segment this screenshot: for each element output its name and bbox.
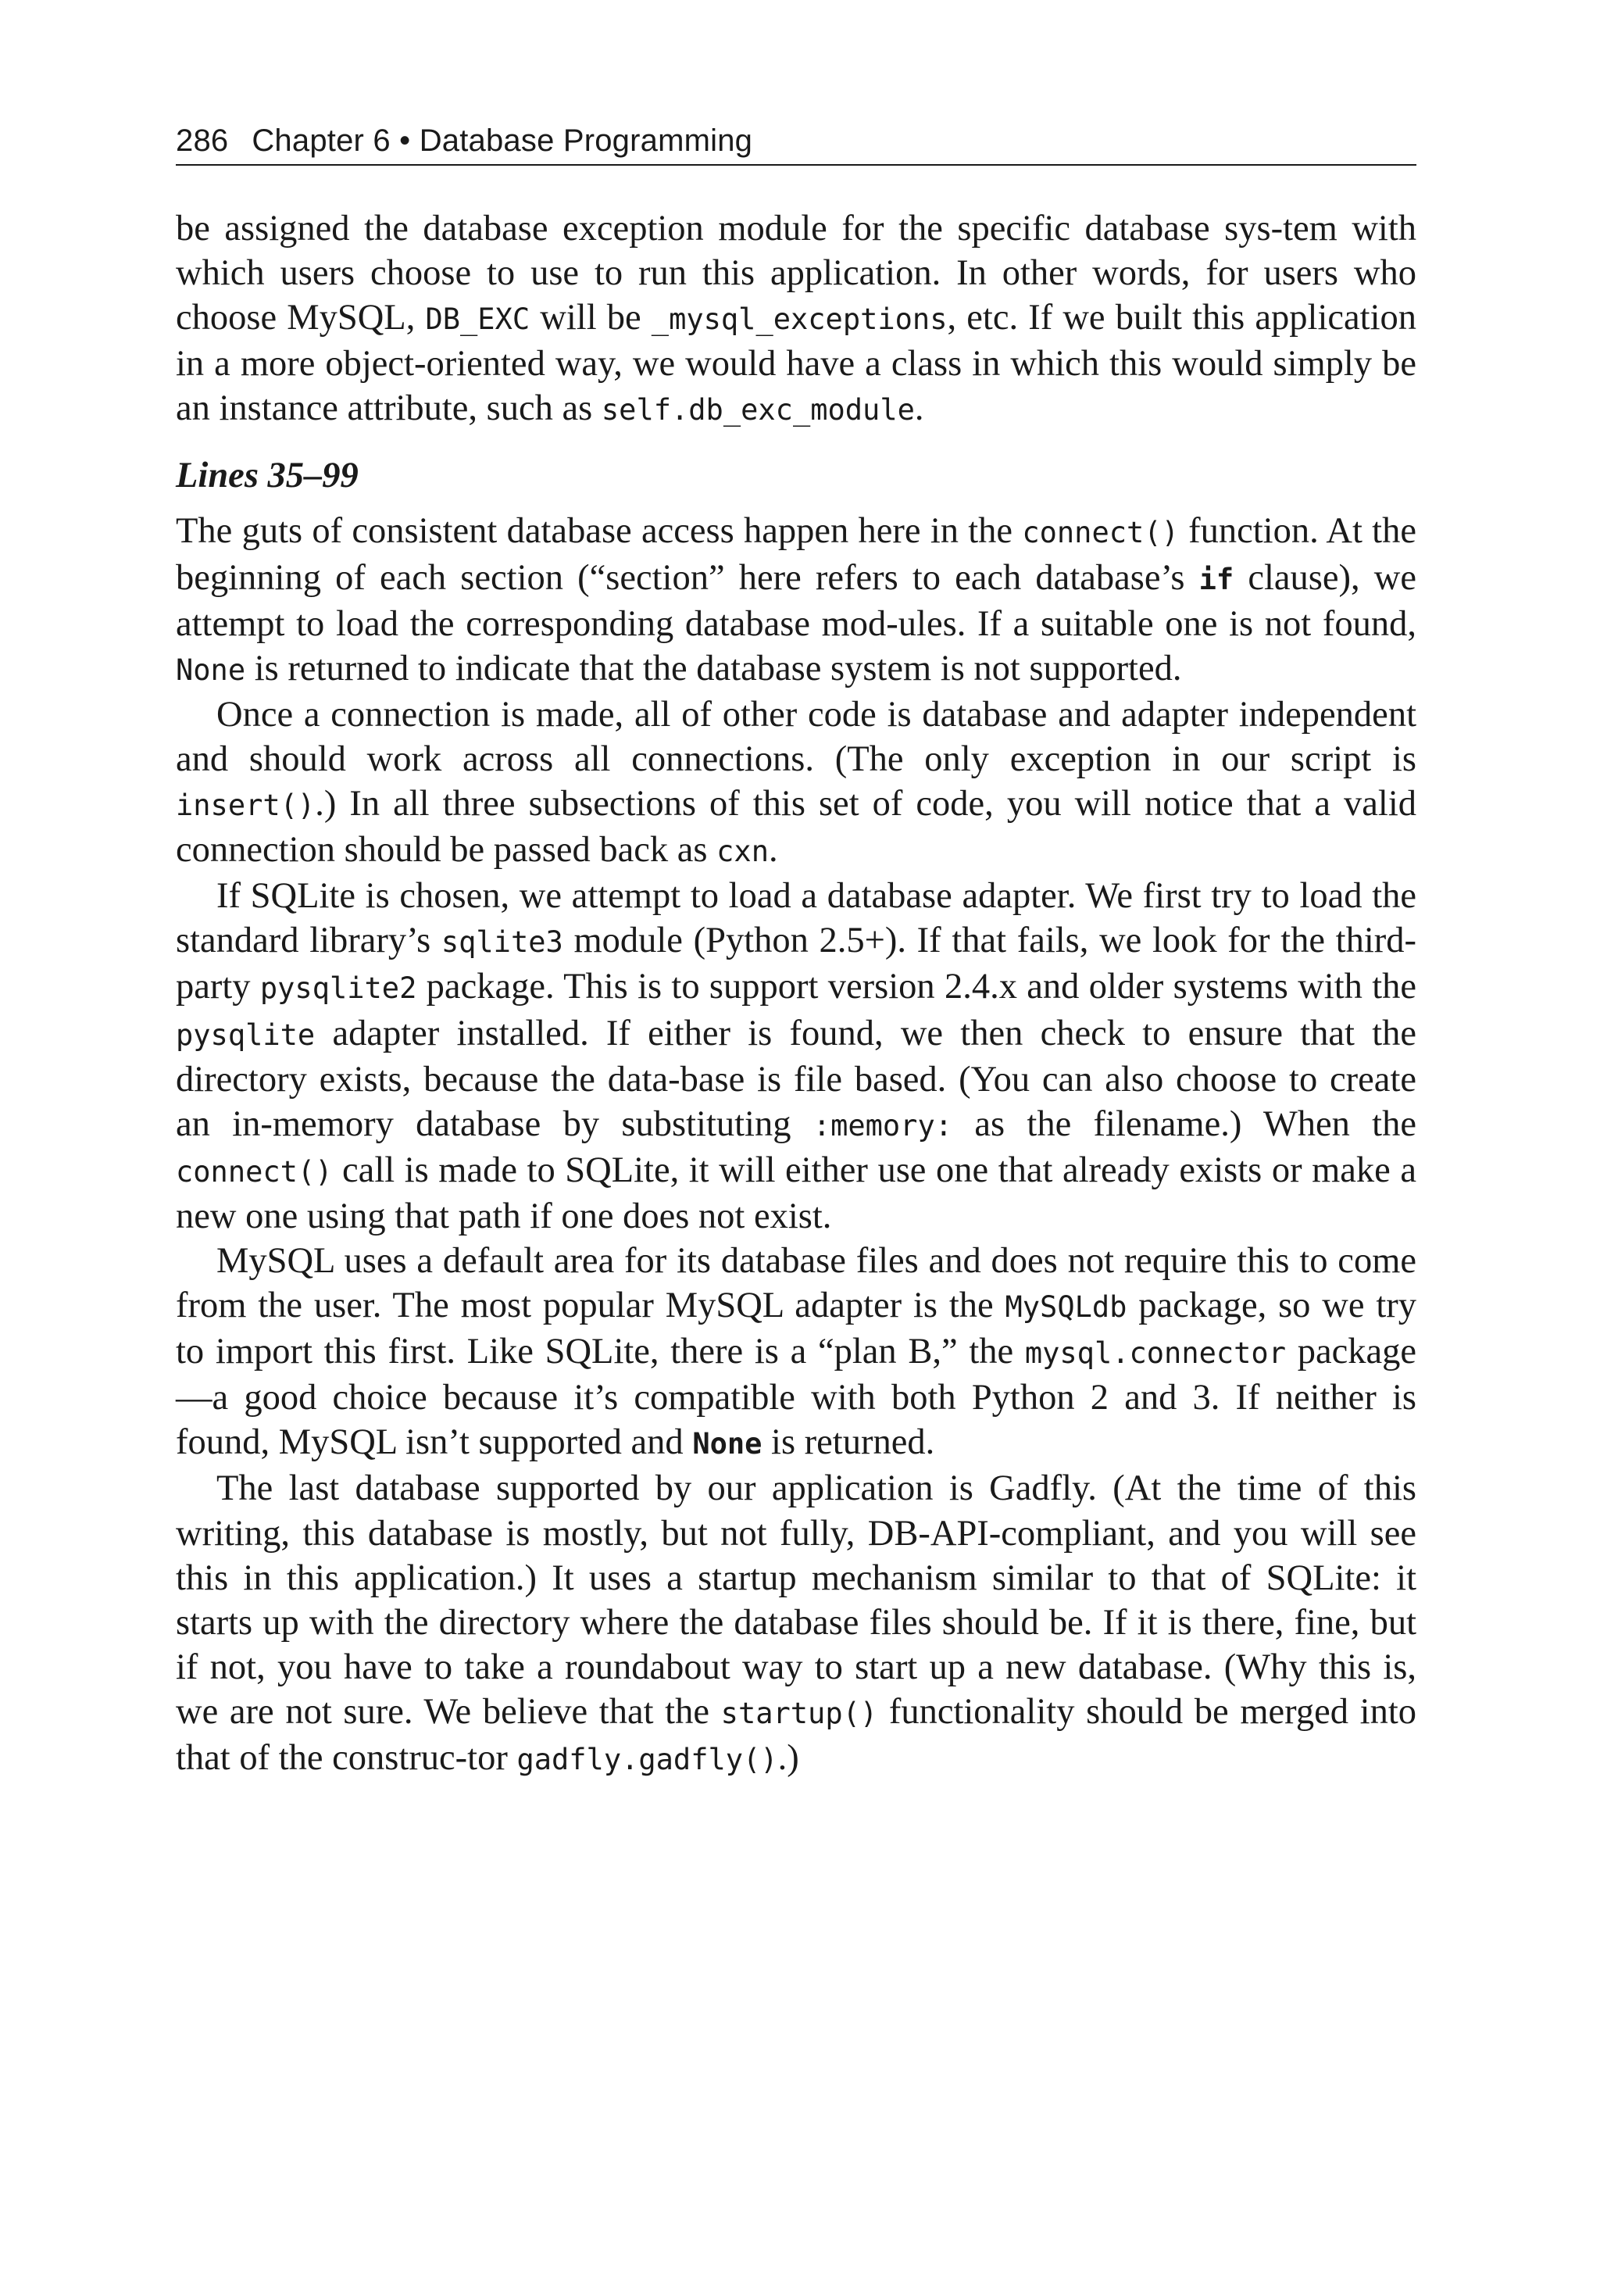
text-run: The last database supported by our application is Gadfly. (At the time of this writing, this database is mostly, but not fully, DB-API-compliant, and you will see this in this application.) It uses a startup mechanism similar to that of SQLite: it starts up with the directory where the database files should be. If it is there, fine, but if not, you have to take a roundabout way to start up a new database. (Why this is, we are not sure. We believe that the xyxy=(176,1468,1416,1732)
inline-code: _mysql_exceptions xyxy=(651,302,948,337)
paragraph xyxy=(176,1239,1416,1466)
inline-code: pysqlite2 xyxy=(259,971,417,1006)
paragraph xyxy=(176,1466,1416,1782)
text-run: is returned. xyxy=(762,1422,935,1463)
text-run: .) In all three subsections of this set of code, you will notice that a valid connection should be passed back as xyxy=(176,784,1416,871)
text-run: function. At the beginning of each section (“section” here refers to each database’s xyxy=(176,511,1416,598)
text-run: package—a good choice because it’s compatible with both Python 2 and 3. If neither is found, MySQL isn’t supported and xyxy=(176,1332,1416,1463)
inline-code: connect() xyxy=(176,1154,333,1189)
text-run: If SQLite is chosen, we attempt to load a database adapter. We first try to load the standard library’s xyxy=(176,876,1416,961)
text-run: . xyxy=(768,830,778,871)
text-run: is returned to indicate that the database system is not supported. xyxy=(245,648,1182,688)
text-run: clause), we attempt to load the corresponding database mod-ules. If a suitable one is not found, xyxy=(176,557,1416,644)
text-run: package, so we try to import this first. Like SQLite, there is a “plan B,” the xyxy=(176,1286,1416,1372)
text-run: functionality should be merged into that of the construc-tor xyxy=(176,1691,1416,1778)
inline-code: mysql.connector xyxy=(1024,1336,1286,1371)
text-run: . xyxy=(914,388,924,429)
inline-code: gadfly.gadfly() xyxy=(516,1743,778,1776)
inline-code: pysqlite xyxy=(176,1017,316,1052)
inline-code: MySQLdb xyxy=(1005,1290,1127,1325)
running-head xyxy=(176,117,1416,164)
text-run: , etc. If we built this application in a more object-oriented way, we would have a class in which this would simply be an instance attribute, such as xyxy=(176,298,1417,429)
paragraph xyxy=(176,509,1416,692)
section-heading: Lines 35–99 xyxy=(176,456,359,496)
text-run: The guts of consistent database access happen here in the xyxy=(176,511,1023,552)
inline-code: insert() xyxy=(176,789,316,823)
inline-code: connect() xyxy=(1022,516,1179,550)
inline-code: if xyxy=(1198,562,1234,596)
text-run: as the filename.) When the xyxy=(952,1103,1416,1144)
body-text xyxy=(176,206,1416,1782)
text-run: will be xyxy=(530,298,652,338)
text-run: module (Python 2.5+). If that fails, we look for the third-party xyxy=(176,921,1416,1007)
text-run: call is made to SQLite, it will either use one that already exists or make a new one using that path if one does not exist. xyxy=(176,1150,1416,1236)
text-run: package. This is to support version 2.4.x and older systems with the xyxy=(416,967,1416,1007)
bullet-separator: • xyxy=(399,123,411,158)
paragraph xyxy=(176,874,1416,1239)
page-number: 286 xyxy=(176,123,229,158)
inline-code: None xyxy=(176,653,246,687)
book-page xyxy=(176,117,1416,1782)
inline-code: sqlite3 xyxy=(441,925,563,960)
inline-code: DB_EXC xyxy=(425,302,530,337)
text-run: .) xyxy=(777,1738,799,1778)
inline-code: :memory: xyxy=(812,1108,953,1143)
paragraph xyxy=(176,206,1416,432)
inline-code: cxn xyxy=(716,835,769,869)
text-run: be assigned the database exception module for the specific database sys-tem with which users choose to use to run this application. In other words, for users who choose MySQL, xyxy=(176,209,1416,338)
inline-code: self.db_exc_module xyxy=(601,393,915,427)
paragraph xyxy=(176,692,1416,874)
inline-code: None xyxy=(692,1427,762,1461)
text-run: MySQL uses a default area for its database files and does not require this to come from the user. The most popular MySQL adapter is the xyxy=(176,1240,1416,1326)
section-title: Database Programming xyxy=(419,123,753,158)
header-rule xyxy=(176,164,1416,166)
chapter-label: Chapter 6 xyxy=(252,123,391,158)
text-run: adapter installed. If either is found, we then check to ensure that the directory exists, because the data-base is file based. (You can also choose to create an in-memory database by substituting xyxy=(176,1013,1416,1144)
text-run: Once a connection is made, all of other code is database and adapter independent and should work across all connections. (The only exception in our script is xyxy=(176,694,1416,779)
inline-code: startup() xyxy=(720,1696,878,1730)
